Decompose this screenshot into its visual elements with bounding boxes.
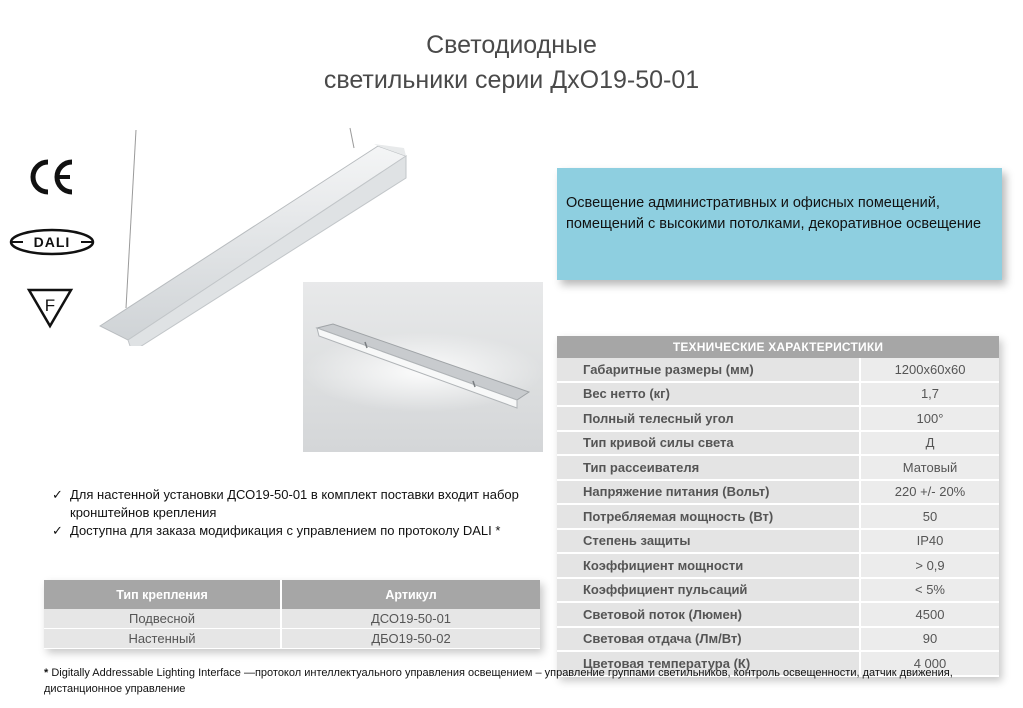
mount-type-header: Тип крепления	[44, 580, 281, 609]
application-callout	[557, 168, 1002, 280]
table-row	[557, 480, 999, 505]
spec-value: 100°	[860, 406, 999, 431]
table-row	[557, 553, 999, 578]
svg-text:DALI: DALI	[33, 234, 71, 250]
page-title	[0, 28, 1023, 98]
table-row	[557, 382, 999, 407]
spec-label: Коэффициент мощности	[557, 553, 860, 578]
table-row	[557, 529, 999, 554]
article-header: Артикул	[281, 580, 540, 609]
table-row	[557, 578, 999, 603]
mount-type-cell: Подвесной	[44, 609, 281, 629]
spec-value: 90	[860, 627, 999, 652]
svg-text:F: F	[44, 296, 56, 315]
article-cell: ДБО19-50-02	[281, 629, 540, 649]
table-row	[44, 609, 540, 629]
application-text: Освещение административных и офисных помещений, помещений с высокими потолками, декоративное освещение	[566, 195, 982, 232]
title-line-2: светильники серии ДхО19-50-01	[323, 66, 700, 94]
specs-header: ТЕХНИЧЕСКИЕ ХАРАКТЕРИСТИКИ	[557, 336, 999, 358]
spec-label: Световая отдача (Лм/Вт)	[557, 627, 860, 652]
footnote-star: *	[44, 667, 49, 679]
table-row	[44, 629, 540, 649]
wall-luminaire-image	[303, 282, 543, 452]
spec-value: 1,7	[860, 382, 999, 407]
spec-label: Тип рассеивателя	[557, 455, 860, 480]
dali-logo-icon	[8, 226, 96, 258]
article-cell: ДСО19-50-01	[281, 609, 540, 629]
spec-label: Световой поток (Люмен)	[557, 602, 860, 627]
table-row	[557, 406, 999, 431]
mounting-table	[44, 580, 540, 649]
spec-value: 4500	[860, 602, 999, 627]
title-line-1: Светодиодные	[426, 31, 597, 59]
f-triangle-mark-icon	[26, 286, 74, 330]
table-row	[557, 504, 999, 529]
footnote-text: Digitally Addressable Lighting Interface —протокол интеллектуального управления освещением – управление группами светильников, контроль освещенности, датчик движения, дистанционное управление	[44, 667, 953, 695]
table-row	[557, 627, 999, 652]
notes-list	[52, 486, 542, 540]
spec-label: Тип кривой силы света	[557, 431, 860, 456]
spec-value: 4 000	[860, 651, 999, 676]
spec-value: 1200х60х60	[860, 358, 999, 382]
mount-type-cell: Настенный	[44, 629, 281, 649]
spec-label: Коэффициент пульсаций	[557, 578, 860, 603]
ce-mark-icon	[26, 156, 76, 198]
checkmark-icon: ✓	[52, 523, 63, 538]
spec-label: Степень защиты	[557, 529, 860, 554]
footnote	[44, 665, 1004, 697]
spec-value: Матовый	[860, 455, 999, 480]
table-row	[557, 431, 999, 456]
list-item	[52, 486, 542, 522]
list-item	[52, 522, 542, 540]
spec-label: Вес нетто (кг)	[557, 382, 860, 407]
spec-value: < 5%	[860, 578, 999, 603]
spec-label: Габаритные размеры (мм)	[557, 358, 860, 382]
spec-value: IP40	[860, 529, 999, 554]
spec-label: Напряжение питания (Вольт)	[557, 480, 860, 505]
table-row	[557, 602, 999, 627]
note-text: Для настенной установки ДСО19-50-01 в комплект поставки входит набор кронштейнов крепления	[70, 487, 519, 520]
spec-label: Потребляемая мощность (Вт)	[557, 504, 860, 529]
wall-luminaire-photo	[303, 282, 543, 452]
spec-value: > 0,9	[860, 553, 999, 578]
spec-value: 220 +/- 20%	[860, 480, 999, 505]
spec-value: Д	[860, 431, 999, 456]
spec-label: Цветовая температура (К)	[557, 651, 860, 676]
technical-specs-table	[557, 336, 999, 677]
spec-label: Полный телесный угол	[557, 406, 860, 431]
spec-value: 50	[860, 504, 999, 529]
table-row	[557, 358, 999, 382]
note-text: Доступна для заказа модификация с управлением по протоколу DALI *	[70, 523, 501, 538]
checkmark-icon: ✓	[52, 487, 63, 502]
table-row	[557, 455, 999, 480]
